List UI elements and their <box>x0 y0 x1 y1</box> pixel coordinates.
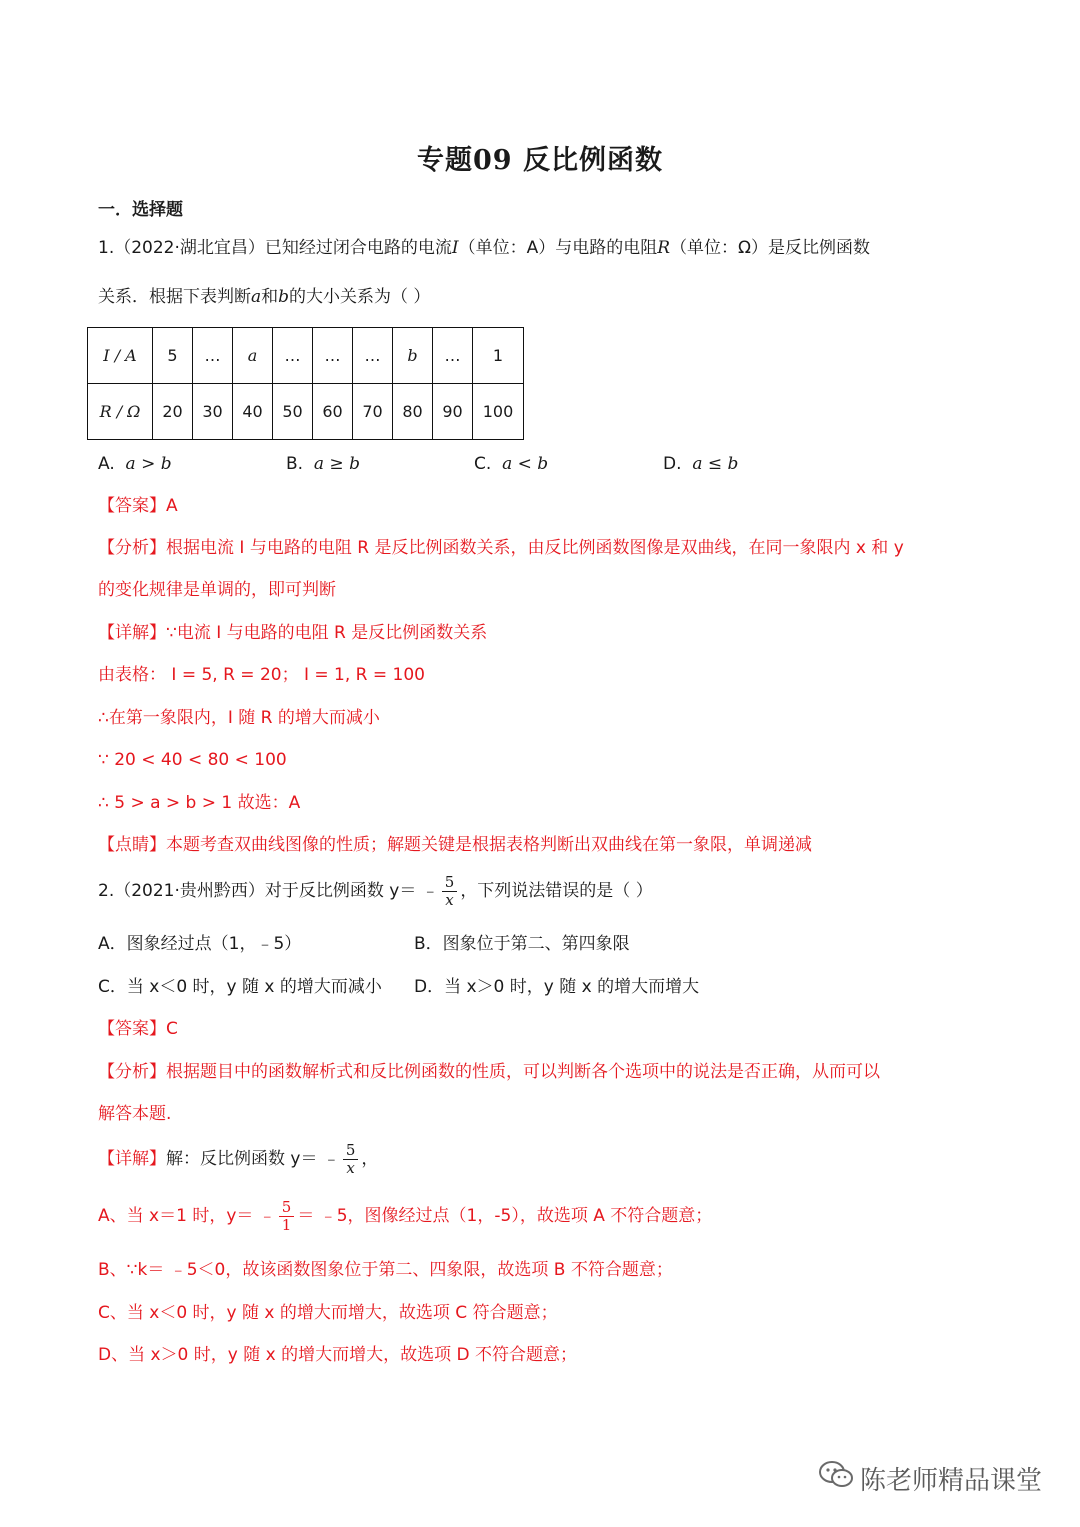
q2-option-a: A．图象经过点（1，﹣5） <box>98 934 302 954</box>
q1-detail-line2: 由表格： I = 5, R = 20； I = 1, R = 100 <box>98 665 425 685</box>
table-cell: a <box>233 328 273 384</box>
table-cell: … <box>433 328 473 384</box>
table-row <box>88 384 524 440</box>
q1-comment: 【点睛】本题考查双曲线图像的性质；解题关键是根据表格判断出双曲线在第一象限，单调递减 <box>98 835 812 855</box>
q2-option-d: D．当 x＞0 时，y 随 x 的增大而增大 <box>414 977 700 997</box>
table-cell: 90 <box>433 384 473 440</box>
q1-option-b: B. a ≥ b <box>286 454 360 474</box>
page-title: 专题09 反比例函数 <box>417 145 663 176</box>
q1-option-a: A. a > b <box>98 454 172 474</box>
q1-detail-line5: ∴ 5 > a > b > 1 故选：A <box>98 793 301 813</box>
table-cell: … <box>353 328 393 384</box>
table-row <box>88 328 524 384</box>
table-cell: 5 <box>153 328 193 384</box>
q1-option-c: C. a < b <box>474 454 549 474</box>
q2-detail-line1: 【详解】 解：反比例函数 y＝ ﹣ $\frac{5}{x}$ ， <box>98 1141 379 1177</box>
q2-detail-line-c: C、当 x＜0 时，y 随 x 的增大而增大，故选项 C 符合题意； <box>98 1303 558 1323</box>
q1-detail-line4: ∵ 20 < 40 < 80 < 100 <box>98 750 287 770</box>
q1-detail-line1: 【详解】∵电流 I 与电路的电阻 R 是反比例函数关系 <box>98 623 488 643</box>
q2-detail-line-d: D、当 x＞0 时，y 随 x 的增大而增大，故选项 D 不符合题意； <box>98 1345 578 1365</box>
q2-stem-fraction: $\frac{5}{x}$ <box>442 874 458 908</box>
q1-option-d: D. a ≤ b <box>663 454 739 474</box>
q2-option-b: B．图象位于第二、第四象限 <box>414 934 630 954</box>
q2-stem: 2.（2021·贵州黔西）对于反比例函数 y＝ ﹣ $\frac{5}{x}$ ，下列说法错误的是（ ） <box>98 873 653 909</box>
q1-analysis-line2: 的变化规律是单调的，即可判断 <box>98 580 336 600</box>
q1-stem-line1: 1.（2022·湖北宜昌）已知经过闭合电路的电流I（单位：A）与电路的电阻R（单位：Ω）是反比例函数 <box>98 238 871 258</box>
table-header-cell: I / A <box>88 328 153 384</box>
table-cell: … <box>193 328 233 384</box>
table-cell: 80 <box>393 384 433 440</box>
table-cell: … <box>313 328 353 384</box>
table-cell: 70 <box>353 384 393 440</box>
table-cell: 60 <box>313 384 353 440</box>
table-header-cell: R / Ω <box>88 384 153 440</box>
q1-detail-line3: ∴在第一象限内，I 随 R 的增大而减小 <box>98 708 380 728</box>
q1-analysis-line1: 【分析】根据电流 I 与电路的电阻 R 是反比例函数关系，由反比例函数图像是双曲线，在同一象限内 x 和 y <box>98 538 904 558</box>
q2-analysis-line1: 【分析】根据题目中的函数解析式和反比例函数的性质，可以判断各个选项中的说法是否正确，从而可以 <box>98 1062 880 1082</box>
watermark <box>818 1460 1042 1497</box>
watermark-text: 陈老师精品课堂 <box>859 1466 1042 1496</box>
q1-data-table <box>87 327 524 440</box>
table-cell: 50 <box>273 384 313 440</box>
table-cell: 40 <box>233 384 273 440</box>
q2-detail-line-b: B、∵k＝ ﹣5＜0，故该函数图象位于第二、四象限，故选项 B 不符合题意； <box>98 1260 673 1280</box>
q2-detail-fraction: $\frac{5}{x}$ <box>343 1142 359 1176</box>
table-cell: 100 <box>473 384 524 440</box>
wechat-icon <box>818 1460 854 1497</box>
q1-stem-line2: 关系．根据下表判断a和b的大小关系为（ ） <box>98 287 431 307</box>
q2-analysis-line2: 解答本题. <box>98 1104 172 1124</box>
q2-detail-line-a: A、当 x＝1 时，y＝ ﹣ $\frac{5}{1}$ ＝ ﹣5，图像经过点（1，-5），故选项 A 不符合题意； <box>98 1198 713 1234</box>
q2-line-a-fraction: $\frac{5}{1}$ <box>279 1199 295 1233</box>
table-cell: 30 <box>193 384 233 440</box>
q2-answer: 【答案】C <box>98 1019 178 1039</box>
table-cell: 20 <box>153 384 193 440</box>
table-cell: 1 <box>473 328 524 384</box>
q1-answer: 【答案】A <box>98 496 178 516</box>
q2-option-c: C．当 x＜0 时，y 随 x 的增大而减小 <box>98 977 382 997</box>
section-heading: 一．选择题 <box>98 200 183 220</box>
table-cell: b <box>393 328 433 384</box>
table-cell: … <box>273 328 313 384</box>
